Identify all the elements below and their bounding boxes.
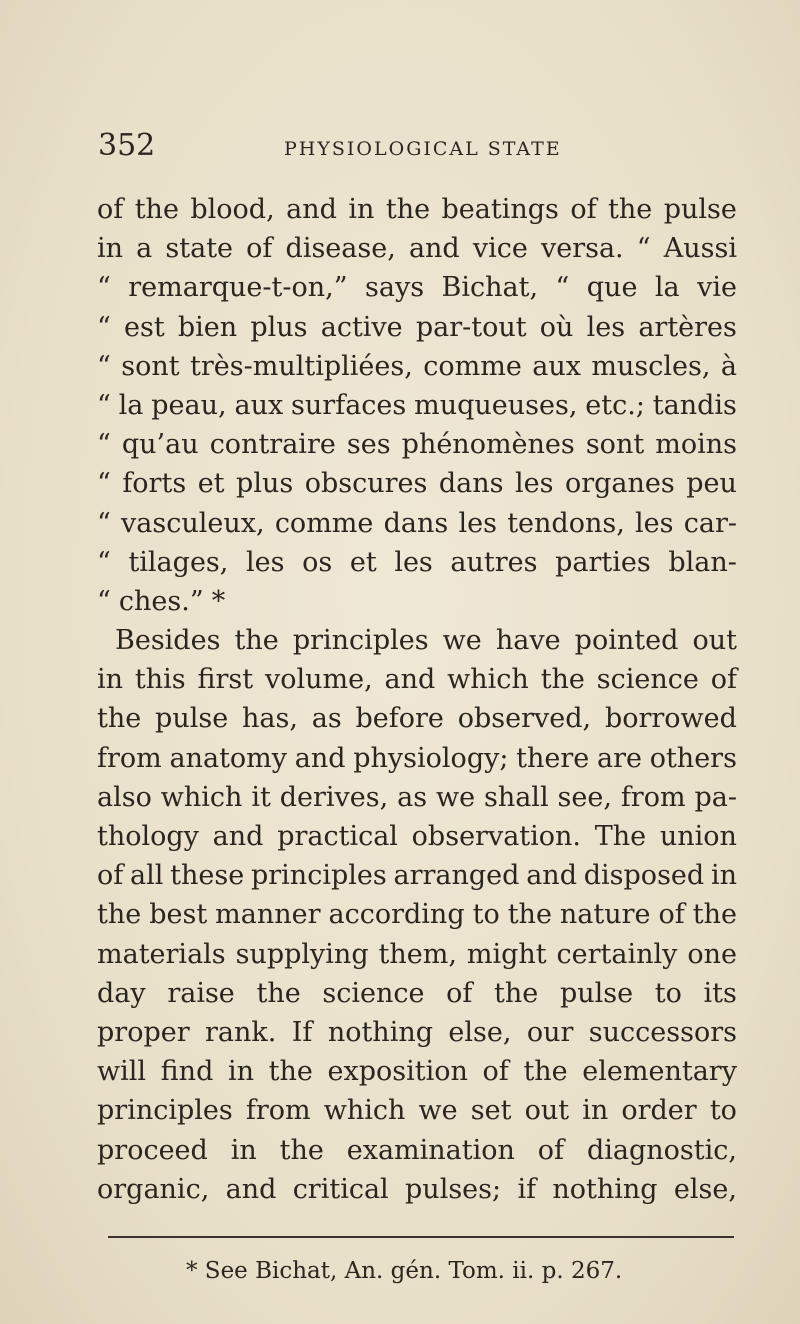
text-line: “ vasculeux, comme dans les tendons, les car- (97, 507, 737, 539)
text-line: “ forts et plus obscures dans les organes peu (97, 468, 737, 500)
text-line: materials supplying them, might certainly one (97, 938, 737, 970)
text-line: day raise the science of the pulse to its (97, 977, 737, 1009)
text-line: in this first volume, and which the science of (97, 664, 737, 696)
text-line: “ tilages, les os et les autres parties blan- (97, 546, 737, 578)
text-line: of all these principles arranged and disposed in (97, 860, 737, 892)
text-line: from anatomy and physiology; there are others (97, 742, 737, 774)
text-line: in a state of disease, and vice versa. “ Aussi (97, 233, 737, 265)
text-line: the best manner according to the nature of the (97, 899, 737, 931)
text-line: thology and practical observation. The union (97, 821, 737, 852)
text-line: organic, and critical pulses; if nothing else, (97, 1173, 737, 1205)
page-header (98, 128, 738, 168)
text-line: “ ches.” * (97, 585, 226, 617)
text-line: principles from which we set out in order to (97, 1095, 737, 1127)
text-line: “ la peau, aux surfaces muqueuses, etc.; tandis (97, 389, 737, 421)
footnote: * See Bichat, An. gén. Tom. ii. p. 267. (186, 1258, 623, 1284)
running-head: PHYSIOLOGICAL STATE (284, 138, 562, 160)
footnote-rule (108, 1236, 734, 1238)
text-line: will find in the exposition of the elementary (97, 1056, 737, 1088)
page-number: 352 (98, 128, 156, 163)
text-line: proceed in the examination of diagnostic, (97, 1134, 737, 1166)
text-line: “ est bien plus active par-tout où les artères (97, 311, 737, 343)
text-line: “ sont très-multipliées, comme aux muscles, à (97, 350, 737, 382)
text-line: also which it derives, as we shall see, from pa- (97, 781, 737, 813)
paragraph-first-line: Besides the principles we have pointed out (115, 625, 737, 657)
text-line: of the blood, and in the beatings of the pulse (97, 194, 737, 225)
text-line: proper rank. If nothing else, our successors (97, 1016, 737, 1048)
body-text (97, 190, 737, 1209)
text-line: “ remarque-t-on,” says Bichat, “ que la vie (97, 272, 737, 304)
text-line: the pulse has, as before observed, borrowed (97, 703, 737, 735)
text-line: “ qu’au contraire ses phénomènes sont moins (97, 429, 737, 461)
